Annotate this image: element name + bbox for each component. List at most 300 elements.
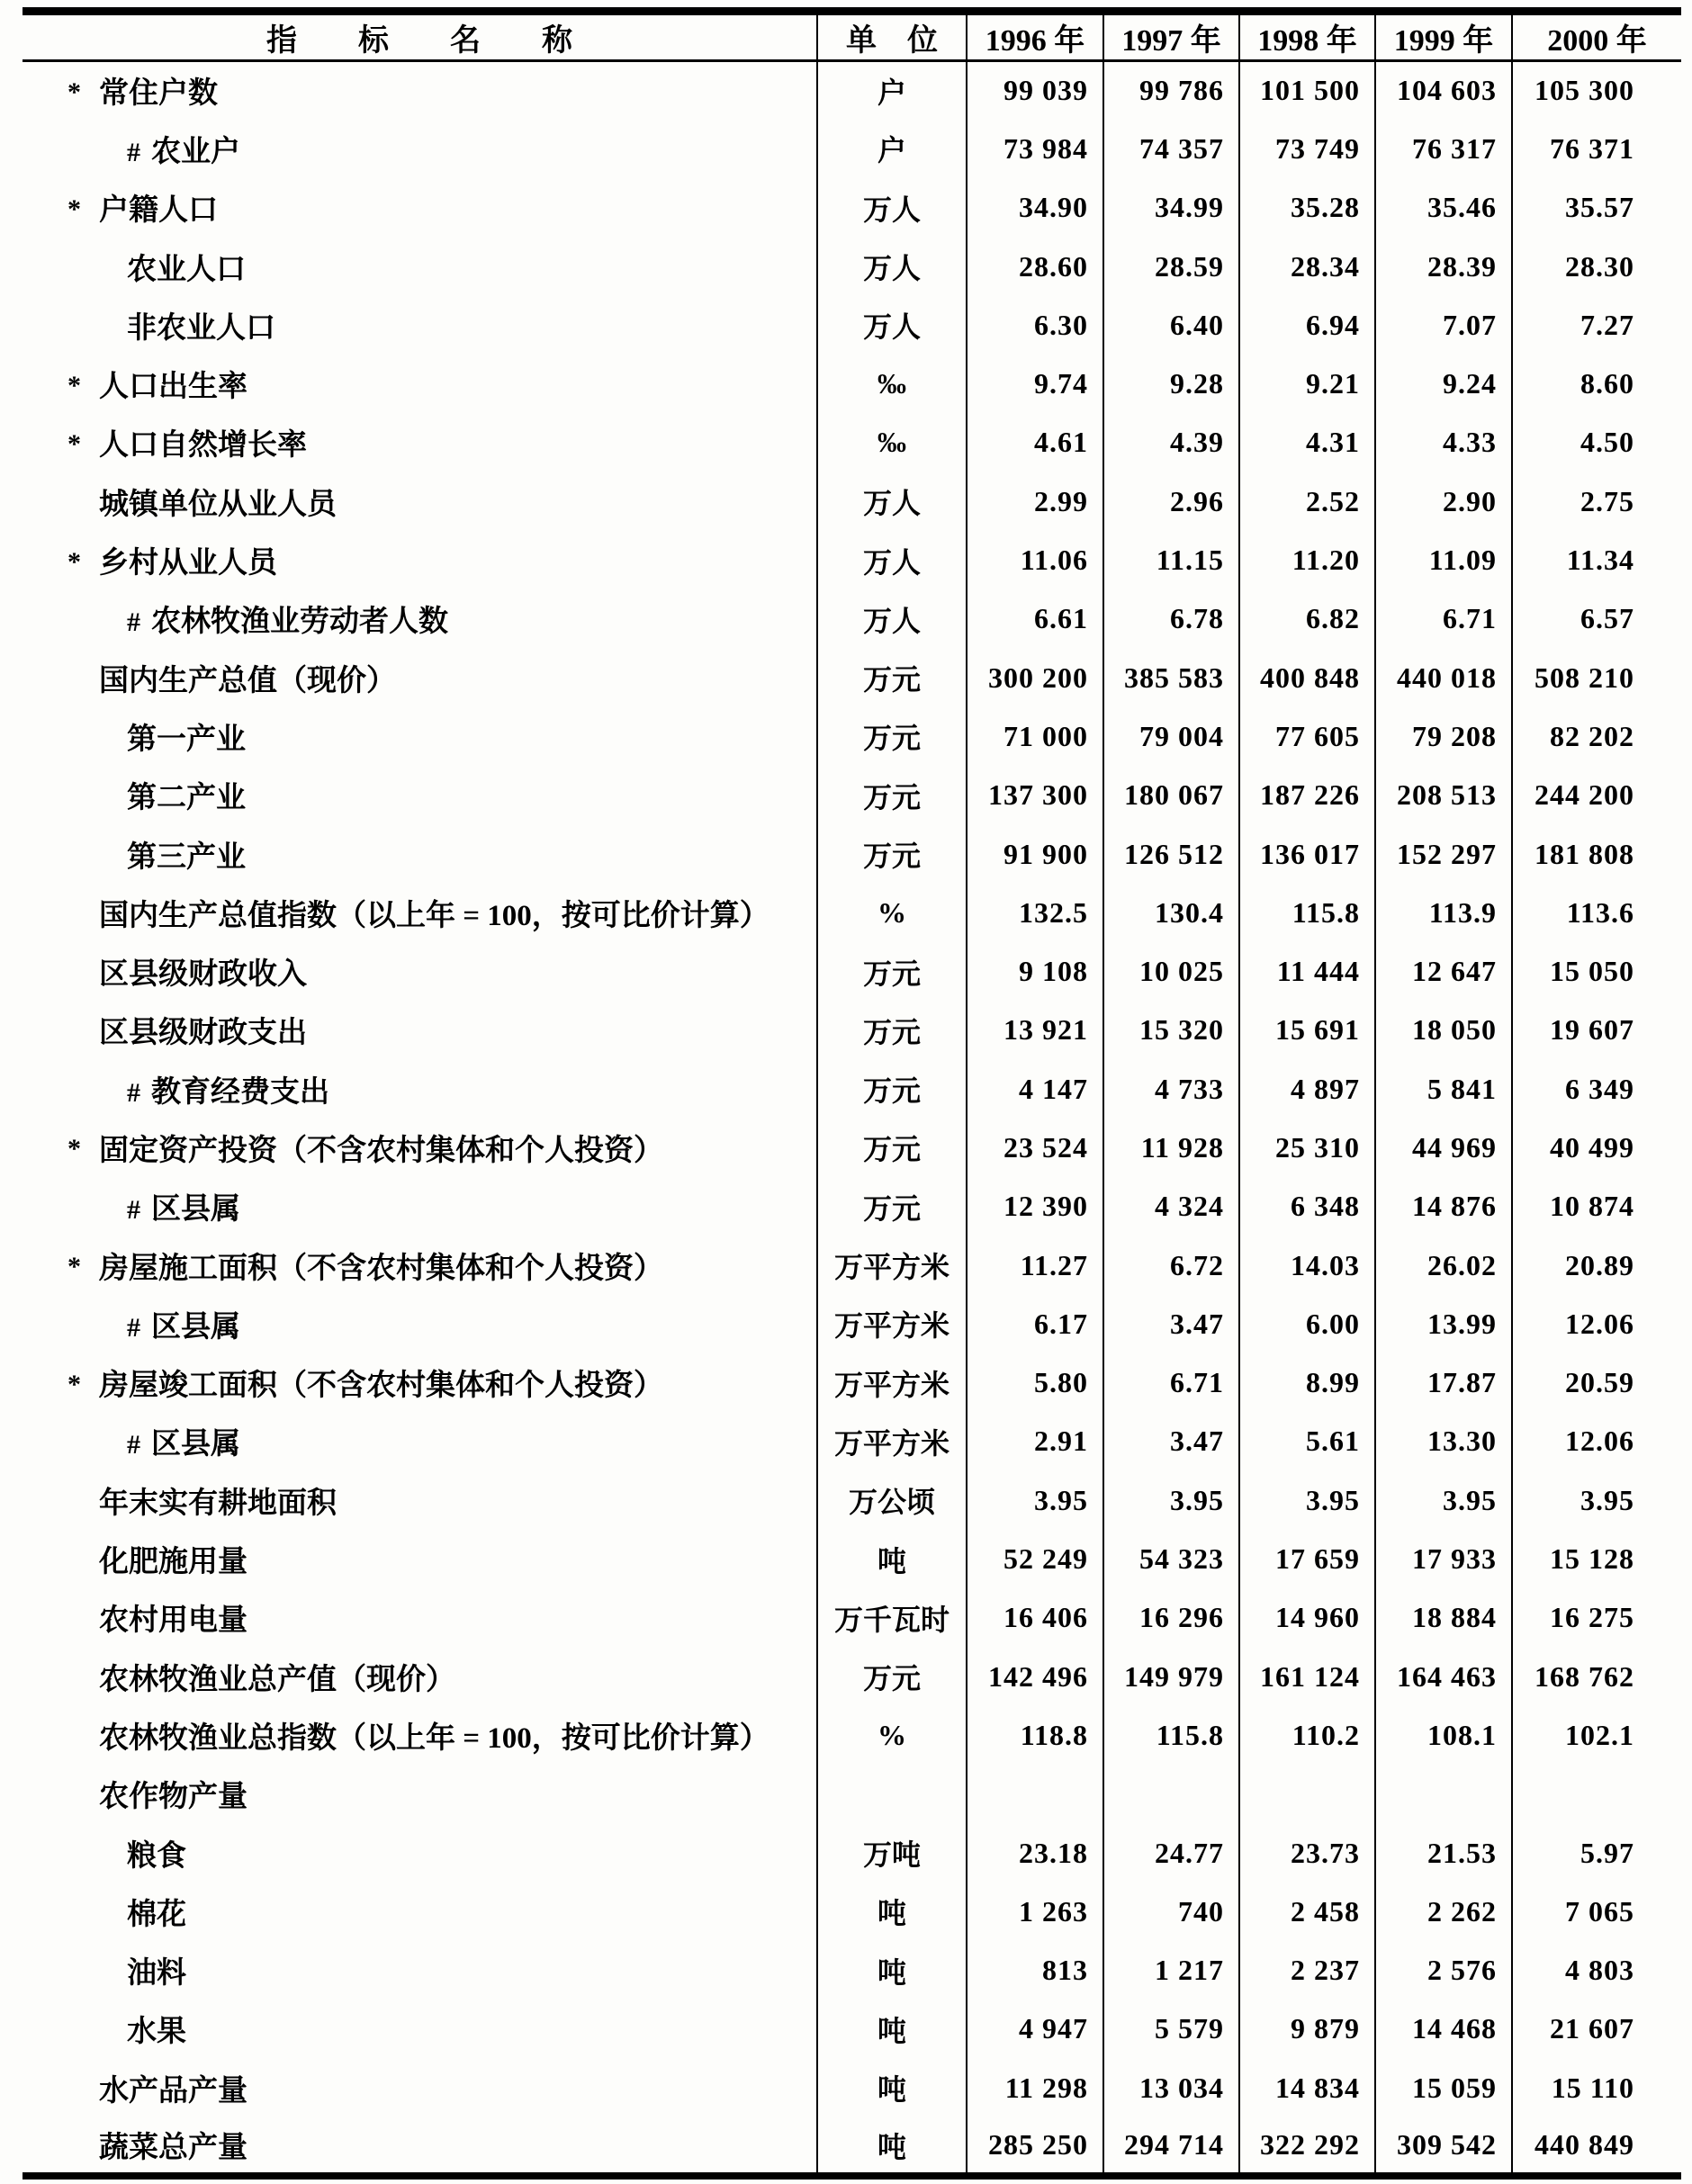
table-row	[22, 237, 1681, 295]
indicator-cell	[22, 1823, 817, 1882]
value-cell-2000: 6.57	[1512, 589, 1681, 648]
table-row	[22, 1648, 1681, 1706]
unit-cell: 吨	[817, 1941, 967, 2000]
value-cell-1996: 4.61	[967, 413, 1103, 472]
value-cell-1997: 4.39	[1103, 413, 1239, 472]
indicator-label: 区县属	[151, 1193, 240, 1227]
value-cell-1998: 25 310	[1239, 1119, 1375, 1177]
value-cell-1997: 54 323	[1103, 1530, 1239, 1588]
table-row	[22, 355, 1681, 413]
value-cell-1998: 9.21	[1239, 355, 1375, 413]
table-row	[22, 589, 1681, 648]
value-cell-2000: 40 499	[1512, 1119, 1681, 1177]
value-cell-1999: 440 018	[1375, 648, 1512, 706]
indicator-label: 农业户	[151, 135, 240, 168]
header-row	[22, 12, 1681, 61]
indicator-cell	[22, 120, 817, 178]
col-header-indicator-name: 指 标 名 称	[22, 12, 817, 61]
table-row	[22, 884, 1681, 942]
value-cell-1997: 99 786	[1103, 61, 1239, 120]
indicator-label: 农林牧渔业劳动者人数	[151, 606, 448, 639]
table-row	[22, 178, 1681, 237]
value-cell-1997: 16 296	[1103, 1588, 1239, 1647]
indicator-label: 区县级财政收入	[99, 958, 307, 992]
indicator-cell	[22, 1295, 817, 1353]
value-cell-1996: 13 921	[967, 1001, 1103, 1059]
indicator-cell	[22, 1648, 817, 1706]
value-cell-1997: 294 714	[1103, 2117, 1239, 2176]
value-cell-1997: 24.77	[1103, 1823, 1239, 1882]
table-row	[22, 824, 1681, 883]
value-cell-1996: 34.90	[967, 178, 1103, 237]
unit-cell: 吨	[817, 2059, 967, 2117]
value-cell-1998: 161 124	[1239, 1648, 1375, 1706]
value-cell-2000: 440 849	[1512, 2117, 1681, 2176]
value-cell-1999: 9.24	[1375, 355, 1512, 413]
value-cell-1996: 300 200	[967, 648, 1103, 706]
value-cell-1998: 4 897	[1239, 1060, 1375, 1119]
value-cell-1997: 13 034	[1103, 2059, 1239, 2117]
value-cell-1996: 11.06	[967, 531, 1103, 589]
value-cell-1999: 28.39	[1375, 237, 1512, 295]
table-row	[22, 1236, 1681, 1294]
indicator-cell	[22, 237, 817, 295]
indicator-cell	[22, 648, 817, 706]
table-row	[22, 1353, 1681, 1412]
value-cell-1998: 115.8	[1239, 884, 1375, 942]
indicator-label: 粮食	[127, 1839, 186, 1873]
value-cell-1996: 52 249	[967, 1530, 1103, 1588]
unit-cell	[817, 1765, 967, 1823]
value-cell-1997: 3.95	[1103, 1471, 1239, 1530]
value-cell-1999: 113.9	[1375, 884, 1512, 942]
value-cell-1998: 6.00	[1239, 1295, 1375, 1353]
value-cell-1998: 2.52	[1239, 472, 1375, 531]
value-cell-2000: 15 050	[1512, 942, 1681, 1001]
asterisk-marker: *	[68, 1369, 81, 1399]
value-cell-2000: 4 803	[1512, 1941, 1681, 2000]
indicator-label: 非农业人口	[127, 311, 275, 345]
value-cell-1999: 17 933	[1375, 1530, 1512, 1588]
unit-cell: 户	[817, 61, 967, 120]
value-cell-1999: 35.46	[1375, 178, 1512, 237]
table-row	[22, 766, 1681, 824]
value-cell-2000: 12.06	[1512, 1295, 1681, 1353]
value-cell-1998: 35.28	[1239, 178, 1375, 237]
table-row	[22, 2059, 1681, 2117]
value-cell-2000: 15 128	[1512, 1530, 1681, 1588]
asterisk-marker: *	[68, 76, 81, 107]
col-header-year-1997: 1997 年	[1103, 12, 1239, 61]
unit-cell: ‰	[817, 413, 967, 472]
indicator-label: 房屋施工面积（不含农村集体和个人投资）	[99, 1252, 663, 1285]
indicator-label: 国内生产总值（现价）	[99, 664, 396, 697]
value-cell-1997: 6.78	[1103, 589, 1239, 648]
indicators-table	[22, 7, 1681, 2180]
indicator-cell	[22, 1530, 817, 1588]
value-cell-2000: 3.95	[1512, 1471, 1681, 1530]
value-cell-2000: 6 349	[1512, 1060, 1681, 1119]
value-cell-1996: 1 263	[967, 1883, 1103, 1941]
value-cell-1997: 6.40	[1103, 296, 1239, 355]
indicator-label: 区县属	[151, 1310, 240, 1344]
indicator-label: 国内生产总值指数（以上年 = 100，按可比价计算）	[99, 899, 770, 932]
value-cell-2000: 76 371	[1512, 120, 1681, 178]
value-cell-1997: 6.72	[1103, 1236, 1239, 1294]
value-cell-1999: 18 884	[1375, 1588, 1512, 1647]
value-cell-1996: 118.8	[967, 1706, 1103, 1765]
unit-cell: 万元	[817, 707, 967, 766]
unit-cell: 万元	[817, 824, 967, 883]
value-cell-1998: 322 292	[1239, 2117, 1375, 2176]
value-cell-2000: 181 808	[1512, 824, 1681, 883]
value-cell-1998: 15 691	[1239, 1001, 1375, 1059]
value-cell-1996: 285 250	[967, 2117, 1103, 2176]
table-row	[22, 1471, 1681, 1530]
table-row	[22, 648, 1681, 706]
table-row	[22, 1177, 1681, 1236]
value-cell-1997: 115.8	[1103, 1706, 1239, 1765]
value-cell-1998: 17 659	[1239, 1530, 1375, 1588]
indicator-cell	[22, 1001, 817, 1059]
indicator-cell	[22, 824, 817, 883]
value-cell-2000: 168 762	[1512, 1648, 1681, 1706]
value-cell-1996: 142 496	[967, 1648, 1103, 1706]
value-cell-1999: 44 969	[1375, 1119, 1512, 1177]
value-cell-1997: 11 928	[1103, 1119, 1239, 1177]
table-row	[22, 1060, 1681, 1119]
table-row	[22, 1295, 1681, 1353]
value-cell-2000	[1512, 1765, 1681, 1823]
value-cell-1998: 5.61	[1239, 1412, 1375, 1470]
value-cell-1997: 3.47	[1103, 1295, 1239, 1353]
value-cell-2000: 11.34	[1512, 531, 1681, 589]
col-header-year-1996: 1996 年	[967, 12, 1103, 61]
col-header-year-1998: 1998 年	[1239, 12, 1375, 61]
value-cell-1996: 23.18	[967, 1823, 1103, 1882]
value-cell-1999: 2 262	[1375, 1883, 1512, 1941]
value-cell-2000: 7.27	[1512, 296, 1681, 355]
value-cell-1996: 137 300	[967, 766, 1103, 824]
value-cell-1998: 9 879	[1239, 2000, 1375, 2058]
value-cell-1998: 187 226	[1239, 766, 1375, 824]
indicator-label: 第三产业	[127, 840, 246, 874]
unit-cell: 万人	[817, 296, 967, 355]
indicator-cell	[22, 2117, 817, 2176]
unit-cell: 万平方米	[817, 1353, 967, 1412]
value-cell-2000: 8.60	[1512, 355, 1681, 413]
value-cell-1999: 208 513	[1375, 766, 1512, 824]
table-row	[22, 296, 1681, 355]
unit-cell: 万人	[817, 589, 967, 648]
value-cell-1997: 10 025	[1103, 942, 1239, 1001]
indicator-cell	[22, 296, 817, 355]
table-row	[22, 1588, 1681, 1647]
unit-cell: 万人	[817, 472, 967, 531]
indicator-cell	[22, 2059, 817, 2117]
indicator-label: 人口出生率	[99, 371, 248, 404]
unit-cell: 万元	[817, 1001, 967, 1059]
indicator-label: 年末实有耕地面积	[99, 1487, 337, 1520]
value-cell-2000: 5.97	[1512, 1823, 1681, 1882]
indicator-cell	[22, 472, 817, 531]
table-row	[22, 61, 1681, 120]
indicator-label: 固定资产投资（不含农村集体和个人投资）	[99, 1134, 663, 1167]
value-cell-1999: 309 542	[1375, 2117, 1512, 2176]
unit-cell: 吨	[817, 1530, 967, 1588]
value-cell-2000: 105 300	[1512, 61, 1681, 120]
col-header-unit: 单 位	[817, 12, 967, 61]
indicator-label: 户籍人口	[99, 194, 218, 228]
table-row	[22, 1706, 1681, 1765]
value-cell-1999: 18 050	[1375, 1001, 1512, 1059]
value-cell-1997: 130.4	[1103, 884, 1239, 942]
indicator-cell	[22, 1588, 817, 1647]
asterisk-marker: *	[68, 1134, 81, 1164]
hash-marker: #	[127, 607, 140, 638]
value-cell-1998: 101 500	[1239, 61, 1375, 120]
value-cell-1997: 2.96	[1103, 472, 1239, 531]
hash-marker: #	[127, 1195, 140, 1226]
indicator-cell	[22, 1177, 817, 1236]
indicator-label: 水果	[127, 2016, 186, 2049]
unit-cell: 万平方米	[817, 1295, 967, 1353]
unit-cell: 万平方米	[817, 1236, 967, 1294]
table-row	[22, 1530, 1681, 1588]
indicator-label: 农村用电量	[99, 1604, 248, 1638]
value-cell-2000: 4.50	[1512, 413, 1681, 472]
unit-cell: 户	[817, 120, 967, 178]
indicator-cell	[22, 1060, 817, 1119]
value-cell-2000: 35.57	[1512, 178, 1681, 237]
indicator-label: 区县属	[151, 1428, 240, 1461]
value-cell-1999: 14 468	[1375, 2000, 1512, 2058]
value-cell-1998: 4.31	[1239, 413, 1375, 472]
value-cell-1996: 91 900	[967, 824, 1103, 883]
value-cell-1998: 6 348	[1239, 1177, 1375, 1236]
indicator-cell	[22, 884, 817, 942]
value-cell-1999: 164 463	[1375, 1648, 1512, 1706]
value-cell-1997: 6.71	[1103, 1353, 1239, 1412]
indicator-label: 农林牧渔业总产值（现价）	[99, 1663, 455, 1696]
value-cell-1999: 15 059	[1375, 2059, 1512, 2117]
value-cell-1999: 108.1	[1375, 1706, 1512, 1765]
value-cell-1996: 9 108	[967, 942, 1103, 1001]
value-cell-2000: 12.06	[1512, 1412, 1681, 1470]
col-header-year-2000: 2000 年	[1512, 12, 1681, 61]
value-cell-1998: 11.20	[1239, 531, 1375, 589]
value-cell-1997: 15 320	[1103, 1001, 1239, 1059]
value-cell-1999: 17.87	[1375, 1353, 1512, 1412]
value-cell-1998: 8.99	[1239, 1353, 1375, 1412]
value-cell-2000: 102.1	[1512, 1706, 1681, 1765]
asterisk-marker: *	[68, 546, 81, 577]
hash-marker: #	[127, 1077, 140, 1108]
value-cell-1999: 4.33	[1375, 413, 1512, 472]
indicator-cell	[22, 355, 817, 413]
value-cell-1997: 28.59	[1103, 237, 1239, 295]
indicator-label: 水产品产量	[99, 2074, 248, 2108]
indicator-label: 棉花	[127, 1898, 186, 1931]
value-cell-2000: 82 202	[1512, 707, 1681, 766]
value-cell-2000: 508 210	[1512, 648, 1681, 706]
value-cell-1996: 16 406	[967, 1588, 1103, 1647]
value-cell-1996: 73 984	[967, 120, 1103, 178]
indicator-cell	[22, 1706, 817, 1765]
unit-cell: 万元	[817, 1060, 967, 1119]
value-cell-1998: 3.95	[1239, 1471, 1375, 1530]
table-row	[22, 2117, 1681, 2176]
value-cell-1999: 6.71	[1375, 589, 1512, 648]
value-cell-1998	[1239, 1765, 1375, 1823]
indicator-label: 城镇单位从业人员	[99, 488, 337, 521]
value-cell-1996: 23 524	[967, 1119, 1103, 1177]
table-row	[22, 1941, 1681, 2000]
table-row	[22, 942, 1681, 1001]
unit-cell: 吨	[817, 1883, 967, 1941]
value-cell-2000: 20.59	[1512, 1353, 1681, 1412]
table-row	[22, 1119, 1681, 1177]
table-row	[22, 1765, 1681, 1823]
hash-marker: #	[127, 1430, 140, 1460]
value-cell-1998: 110.2	[1239, 1706, 1375, 1765]
value-cell-1999	[1375, 1765, 1512, 1823]
indicator-cell	[22, 589, 817, 648]
value-cell-1999: 14 876	[1375, 1177, 1512, 1236]
value-cell-1996: 132.5	[967, 884, 1103, 942]
indicator-label: 蔬菜总产量	[99, 2132, 248, 2165]
table-row	[22, 472, 1681, 531]
value-cell-1999: 21.53	[1375, 1823, 1512, 1882]
value-cell-1998: 14.03	[1239, 1236, 1375, 1294]
table-row	[22, 413, 1681, 472]
value-cell-1999: 79 208	[1375, 707, 1512, 766]
value-cell-1998: 2 237	[1239, 1941, 1375, 2000]
value-cell-2000: 21 607	[1512, 2000, 1681, 2058]
indicator-cell	[22, 61, 817, 120]
value-cell-1999: 2 576	[1375, 1941, 1512, 2000]
indicator-label: 房屋竣工面积（不含农村集体和个人投资）	[99, 1370, 663, 1403]
unit-cell: 万人	[817, 178, 967, 237]
value-cell-1998: 77 605	[1239, 707, 1375, 766]
value-cell-1997: 3.47	[1103, 1412, 1239, 1470]
value-cell-1996: 6.61	[967, 589, 1103, 648]
indicator-label: 第一产业	[127, 723, 246, 756]
table-row	[22, 1412, 1681, 1470]
value-cell-1999: 3.95	[1375, 1471, 1512, 1530]
value-cell-1996: 12 390	[967, 1177, 1103, 1236]
value-cell-1997: 385 583	[1103, 648, 1239, 706]
asterisk-marker: *	[68, 428, 81, 459]
value-cell-1996: 11 298	[967, 2059, 1103, 2117]
value-cell-2000: 16 275	[1512, 1588, 1681, 1647]
table-row	[22, 120, 1681, 178]
value-cell-1999: 26.02	[1375, 1236, 1512, 1294]
value-cell-1996: 2.91	[967, 1412, 1103, 1470]
value-cell-2000: 28.30	[1512, 237, 1681, 295]
table-row	[22, 1823, 1681, 1882]
value-cell-2000: 19 607	[1512, 1001, 1681, 1059]
indicator-label: 常住户数	[99, 77, 218, 111]
indicator-cell	[22, 1941, 817, 2000]
value-cell-1998: 73 749	[1239, 120, 1375, 178]
unit-cell: 吨	[817, 2117, 967, 2176]
indicator-cell	[22, 766, 817, 824]
value-cell-1997: 5 579	[1103, 2000, 1239, 2058]
value-cell-1997: 149 979	[1103, 1648, 1239, 1706]
value-cell-1997: 1 217	[1103, 1941, 1239, 2000]
unit-cell: 万元	[817, 648, 967, 706]
value-cell-1998: 14 834	[1239, 2059, 1375, 2117]
value-cell-1999: 13.99	[1375, 1295, 1512, 1353]
indicator-label: 乡村从业人员	[99, 547, 277, 580]
value-cell-1999: 7.07	[1375, 296, 1512, 355]
value-cell-1996: 9.74	[967, 355, 1103, 413]
indicator-label: 农林牧渔业总指数（以上年 = 100，按可比价计算）	[99, 1721, 770, 1755]
indicator-cell	[22, 1412, 817, 1470]
value-cell-1997: 79 004	[1103, 707, 1239, 766]
value-cell-2000: 10 874	[1512, 1177, 1681, 1236]
value-cell-1997: 11.15	[1103, 531, 1239, 589]
unit-cell: 万吨	[817, 1823, 967, 1882]
value-cell-1996: 28.60	[967, 237, 1103, 295]
indicator-cell	[22, 942, 817, 1001]
value-cell-1998: 28.34	[1239, 237, 1375, 295]
unit-cell: 万元	[817, 1119, 967, 1177]
hash-marker: #	[127, 1312, 140, 1343]
col-header-year-1999: 1999 年	[1375, 12, 1512, 61]
value-cell-1998: 400 848	[1239, 648, 1375, 706]
value-cell-2000: 15 110	[1512, 2059, 1681, 2117]
table-row	[22, 707, 1681, 766]
value-cell-1999: 11.09	[1375, 531, 1512, 589]
indicator-label: 教育经费支出	[151, 1075, 329, 1109]
unit-cell: 万公顷	[817, 1471, 967, 1530]
indicator-label: 人口自然增长率	[99, 429, 307, 463]
indicator-label: 区县级财政支出	[99, 1017, 307, 1050]
value-cell-1998: 6.94	[1239, 296, 1375, 355]
value-cell-1996: 2.99	[967, 472, 1103, 531]
value-cell-1998: 14 960	[1239, 1588, 1375, 1647]
value-cell-1999: 2.90	[1375, 472, 1512, 531]
value-cell-1997: 9.28	[1103, 355, 1239, 413]
table-row	[22, 2000, 1681, 2058]
value-cell-1998: 23.73	[1239, 1823, 1375, 1882]
value-cell-1997: 180 067	[1103, 766, 1239, 824]
indicator-cell	[22, 2000, 817, 2058]
value-cell-1997: 740	[1103, 1883, 1239, 1941]
unit-cell: 万元	[817, 942, 967, 1001]
value-cell-1999: 152 297	[1375, 824, 1512, 883]
value-cell-1996: 4 947	[967, 2000, 1103, 2058]
indicator-cell	[22, 1883, 817, 1941]
unit-cell: 吨	[817, 2000, 967, 2058]
value-cell-2000: 2.75	[1512, 472, 1681, 531]
value-cell-1997: 4 324	[1103, 1177, 1239, 1236]
asterisk-marker: *	[68, 1252, 81, 1282]
value-cell-1996: 99 039	[967, 61, 1103, 120]
indicator-cell	[22, 1236, 817, 1294]
unit-cell: 万元	[817, 766, 967, 824]
value-cell-1997	[1103, 1765, 1239, 1823]
unit-cell: ‰	[817, 355, 967, 413]
value-cell-1997: 4 733	[1103, 1060, 1239, 1119]
asterisk-marker: *	[68, 370, 81, 400]
value-cell-1996: 3.95	[967, 1471, 1103, 1530]
unit-cell: 万平方米	[817, 1412, 967, 1470]
value-cell-1996: 71 000	[967, 707, 1103, 766]
indicator-cell	[22, 531, 817, 589]
